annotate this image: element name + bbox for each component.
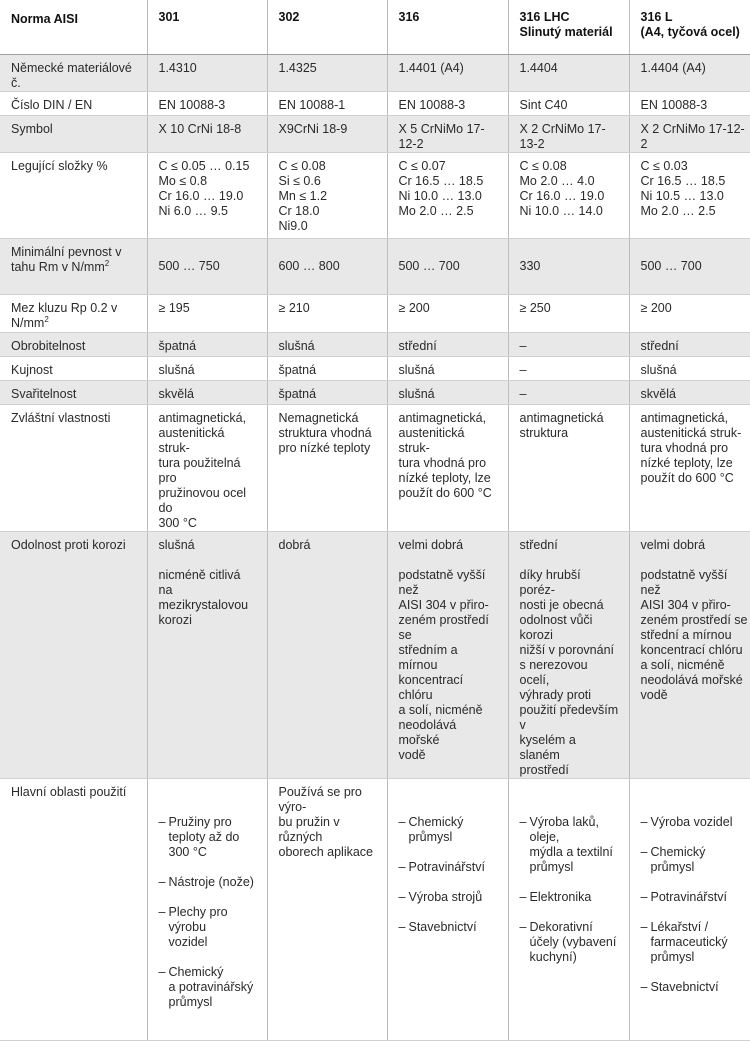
cell-316-lhc: antimagnetická struktura xyxy=(508,405,629,532)
cell-316-l: slušná xyxy=(629,357,750,381)
row-forgeability xyxy=(0,357,750,381)
header-316-lhc: 316 LHC Slinutý materiál xyxy=(508,0,629,55)
cell-316-l xyxy=(629,779,750,1041)
cell-316: slušná xyxy=(387,381,508,405)
cell-316-l: 1.4404 (A4) xyxy=(629,55,750,92)
list-item: – Lékařství / farmaceutický průmysl xyxy=(641,920,749,965)
corrosion-rating: velmi dobrá xyxy=(640,538,706,552)
cell-316 xyxy=(387,532,508,779)
cell-316-lhc: 330 xyxy=(508,239,629,295)
corrosion-rating: dobrá xyxy=(278,538,311,552)
corrosion-rating: střední xyxy=(519,538,558,552)
row-symbol xyxy=(0,116,750,153)
corrosion-note: podstatně vyšší než AISI 304 v přiro- zeném prostředí se střední a mírnou koncentrací chlóru a solí, nicméně neodolává mořské vodě xyxy=(640,568,748,702)
list-item: – Výroba strojů xyxy=(399,890,498,905)
cell-301: antimagnetická, austenitická struk- tura použitelná pro pružinovou ocel do 300 °C xyxy=(147,405,267,532)
cell-316-l: 500 … 700 xyxy=(629,239,750,295)
list-item: – Nástroje (nože) xyxy=(159,875,257,890)
row-label: Symbol xyxy=(0,116,147,153)
row-label: Obrobitelnost xyxy=(0,333,147,357)
cell-301: X 10 CrNi 18-8 xyxy=(147,116,267,153)
corrosion-rating: slušná xyxy=(158,538,195,552)
list-item: – Stavebnictví xyxy=(399,920,498,935)
cell-301: EN 10088-3 xyxy=(147,92,267,116)
corrosion-note: díky hrubší poréz- nosti je obecná odolnost vůči korozi nižší v porovnání s nerezovou ocelí, výhrady proti použití především v kyselém a slaném prostředí xyxy=(519,568,619,777)
cell-316-l: střední xyxy=(629,333,750,357)
list-item: – Potravinářství xyxy=(641,890,749,905)
cell-316: ≥ 200 xyxy=(387,295,508,333)
row-material-number xyxy=(0,55,750,92)
header-norma-aisi: Norma AISI xyxy=(0,0,147,55)
cell-316-l: skvělá xyxy=(629,381,750,405)
row-label-text: Mez kluzu Rp 0.2 v N/mm xyxy=(11,301,118,330)
cell-316-lhc: C ≤ 0.08 Mo 2.0 … 4.0 Cr 16.0 … 19.0 Ni 10.0 … 14.0 xyxy=(508,153,629,239)
cell-316-l: EN 10088-3 xyxy=(629,92,750,116)
header-301: 301 xyxy=(147,0,267,55)
cell-302: špatná xyxy=(267,357,387,381)
cell-301: špatná xyxy=(147,333,267,357)
cell-301: C ≤ 0.05 … 0.15 Mo ≤ 0.8 Cr 16.0 … 19.0 Ni 6.0 … 9.5 xyxy=(147,153,267,239)
cell-316: 1.4401 (A4) xyxy=(387,55,508,92)
cell-302: Nemagnetická struktura vhodná pro nízké teploty xyxy=(267,405,387,532)
row-alloy-components xyxy=(0,153,750,239)
cell-301: 1.4310 xyxy=(147,55,267,92)
header-316: 316 xyxy=(387,0,508,55)
cell-302: 600 … 800 xyxy=(267,239,387,295)
row-label-text: Minimální pevnost v tahu Rm v N/mm xyxy=(11,245,122,274)
cell-301: 500 … 750 xyxy=(147,239,267,295)
corrosion-rating: velmi dobrá xyxy=(398,538,464,552)
cell-316: EN 10088-3 xyxy=(387,92,508,116)
cell-301 xyxy=(147,779,267,1041)
cell-316-l: X 2 CrNiMo 17-12-2 xyxy=(629,116,750,153)
cell-302: ≥ 210 xyxy=(267,295,387,333)
corrosion-note: podstatně vyšší než AISI 304 v přiro- zeném prostředí se středním a mírnou koncentrací chlóru a solí, nicméně neodolává mořské vodě xyxy=(398,568,489,762)
cell-316: slušná xyxy=(387,357,508,381)
cell-316-l: antimagnetická, austenitická struk- tura vhodná pro nízké teploty, lze použít do 600 °C xyxy=(629,405,750,532)
row-label: Číslo DIN / EN xyxy=(0,92,147,116)
cell-316-lhc: X 2 CrNiMo 17-13-2 xyxy=(508,116,629,153)
list-item: – Chemický průmysl xyxy=(641,845,749,875)
cell-301: slušná xyxy=(147,357,267,381)
cell-316: C ≤ 0.07 Cr 16.5 … 18.5 Ni 10.0 … 13.0 Mo 2.0 … 2.5 xyxy=(387,153,508,239)
cell-302: C ≤ 0.08 Si ≤ 0.6 Mn ≤ 1.2 Cr 18.0 Ni9.0 xyxy=(267,153,387,239)
application-list xyxy=(159,800,257,1025)
cell-316: X 5 CrNiMo 17-12-2 xyxy=(387,116,508,153)
corrosion-note: nicméně citlivá na mezikrystalovou korozi xyxy=(158,568,249,627)
cell-316: 500 … 700 xyxy=(387,239,508,295)
cell-316-l: C ≤ 0.03 Cr 16.5 … 18.5 Ni 10.5 … 13.0 Mo 2.0 … 2.5 xyxy=(629,153,750,239)
cell-302: 1.4325 xyxy=(267,55,387,92)
cell-316: antimagnetická, austenitická struk- tura vhodná pro nízké teploty, lze použít do 600 °C xyxy=(387,405,508,532)
list-item: – Výroba laků, oleje, mýdla a textilní průmysl xyxy=(520,815,619,875)
cell-316-lhc: ≥ 250 xyxy=(508,295,629,333)
cell-316-lhc: – xyxy=(508,333,629,357)
list-item: – Výroba vozidel xyxy=(641,815,749,830)
application-list xyxy=(641,800,749,1010)
row-corrosion-resistance xyxy=(0,532,750,779)
cell-302: EN 10088-1 xyxy=(267,92,387,116)
row-tensile-strength xyxy=(0,239,750,295)
cell-301: ≥ 195 xyxy=(147,295,267,333)
row-label: Zvláštní vlastnosti xyxy=(0,405,147,532)
cell-316-lhc xyxy=(508,779,629,1041)
row-main-applications xyxy=(0,779,750,1041)
row-special-properties xyxy=(0,405,750,532)
row-label-superscript: 2 xyxy=(44,314,49,324)
header-row xyxy=(0,0,750,55)
cell-316-lhc: – xyxy=(508,357,629,381)
row-label xyxy=(0,239,147,295)
row-label: Kujnost xyxy=(0,357,147,381)
header-302: 302 xyxy=(267,0,387,55)
application-list xyxy=(520,800,619,980)
list-item: – Pružiny pro teploty až do 300 °C xyxy=(159,815,257,860)
cell-302: špatná xyxy=(267,381,387,405)
cell-316-l xyxy=(629,532,750,779)
cell-302: X9CrNi 18-9 xyxy=(267,116,387,153)
cell-302: slušná xyxy=(267,333,387,357)
cell-316-lhc: 1.4404 xyxy=(508,55,629,92)
cell-302: Používá se pro výro- bu pružin v různých oborech aplikace xyxy=(267,779,387,1041)
row-yield-strength xyxy=(0,295,750,333)
list-item: – Potravinářství xyxy=(399,860,498,875)
cell-301: skvělá xyxy=(147,381,267,405)
list-item: – Elektronika xyxy=(520,890,619,905)
cell-316 xyxy=(387,779,508,1041)
cell-316-l: ≥ 200 xyxy=(629,295,750,333)
list-item: – Plechy pro výrobu vozidel xyxy=(159,905,257,950)
cell-316-lhc xyxy=(508,532,629,779)
cell-302 xyxy=(267,532,387,779)
cell-301 xyxy=(147,532,267,779)
row-label-superscript: 2 xyxy=(104,258,110,268)
row-label: Německé materiálové č. xyxy=(0,55,147,92)
cell-316-lhc: – xyxy=(508,381,629,405)
row-label: Legující složky % xyxy=(0,153,147,239)
row-label xyxy=(0,295,147,333)
header-316-l: 316 L (A4, tyčová ocel) xyxy=(629,0,750,55)
row-din-en xyxy=(0,92,750,116)
row-weldability xyxy=(0,381,750,405)
row-label: Svařitelnost xyxy=(0,381,147,405)
cell-316-lhc: Sint C40 xyxy=(508,92,629,116)
application-list xyxy=(399,800,498,950)
row-label: Hlavní oblasti použití xyxy=(0,779,147,1041)
list-item: – Dekorativní účely (vybavení kuchyní) xyxy=(520,920,619,965)
cell-316: střední xyxy=(387,333,508,357)
row-label: Odolnost proti korozi xyxy=(0,532,147,779)
list-item: – Chemický a potravinářský průmysl xyxy=(159,965,257,1010)
list-item: – Chemický průmysl xyxy=(399,815,498,845)
row-machinability xyxy=(0,333,750,357)
list-item: – Stavebnictví xyxy=(641,980,749,995)
